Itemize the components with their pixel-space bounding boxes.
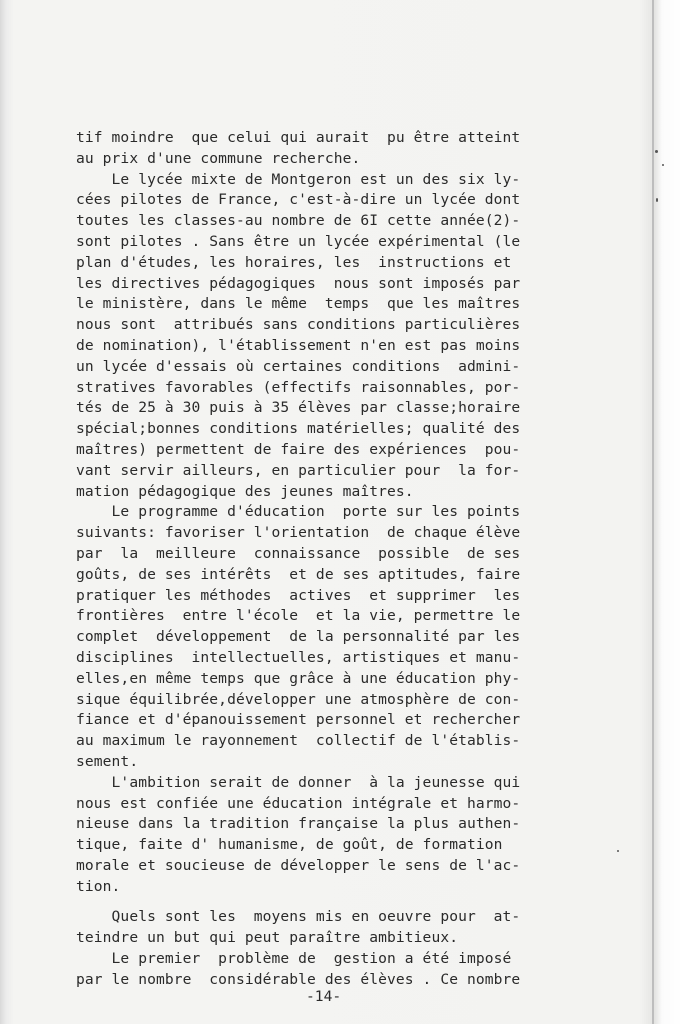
text-line: tif moindre que celui qui aurait pu être atteint: [76, 129, 521, 146]
text-line: maîtres) permettent de faire des expériences pou-: [76, 440, 521, 458]
text-line: tique, faite d' humanisme, de goût, de formation: [76, 836, 503, 854]
text-line: sont pilotes . Sans être un lycée expérimental (le: [76, 232, 521, 250]
text-line: cées pilotes de France, c'est-à-dire un lycée dont: [76, 191, 521, 209]
text-line: au prix d'une commune recherche.: [76, 149, 361, 167]
page-edge: [652, 0, 654, 1024]
text-line: morale et soucieuse de développer le sens de l'ac-: [76, 856, 521, 874]
ink-speck: [655, 150, 658, 153]
text-line: nous sont attribués sans conditions particulières: [76, 316, 521, 334]
text-line: elles,en même temps que grâce à une éducation phy-: [76, 669, 521, 687]
text-line: Le programme d'éducation porte sur les points: [76, 503, 521, 521]
text-line: toutes les classes-au nombre de 6I cette année(2)-: [76, 212, 521, 230]
text-line: mation pédagogique des jeunes maîtres.: [76, 482, 414, 500]
text-line: au maximum le rayonnement collectif de l'établis-: [76, 732, 521, 750]
text-line: Le lycée mixte de Montgeron est un des six ly-: [76, 170, 521, 188]
text-line: tion.: [76, 877, 121, 895]
text-line: nous est confiée une éducation intégrale et harmo-: [76, 794, 521, 812]
paragraph-gap: [76, 897, 596, 907]
body-text: [76, 128, 596, 991]
text-line: goûts, de ses intérêts et de ses aptitudes, faire: [76, 565, 521, 583]
ink-speck: [662, 164, 664, 166]
text-line: frontières entre l'école et la vie, permettre le: [76, 607, 521, 625]
text-line: Le premier problème de gestion a été imposé: [76, 950, 512, 968]
text-line: L'ambition serait de donner à la jeunesse qui: [76, 773, 521, 791]
text-line: complet développement de la personnalité par les: [76, 628, 521, 646]
text-line: par le nombre considérable des élèves . Ce nombre: [76, 970, 521, 988]
text-line: par la meilleure connaissance possible de ses: [76, 544, 521, 562]
text-line: fiance et d'épanouissement personnel et rechercher: [76, 711, 521, 729]
text-line: tés de 25 à 30 puis à 35 élèves par classe;horaire: [76, 399, 521, 417]
text-line: le ministère, dans le même temps que les maîtres: [76, 295, 521, 313]
ink-speck: [617, 850, 619, 852]
text-line: nieuse dans la tradition française la plus authen-: [76, 815, 521, 833]
text-line: teindre un but qui peut paraître ambitieux.: [76, 929, 459, 947]
text-line: les directives pédagogiques nous sont imposés par: [76, 274, 521, 292]
text-line: pratiquer les méthodes actives et supprimer les: [76, 586, 521, 604]
text-line: sement.: [76, 752, 139, 770]
text-line: spécial;bonnes conditions matérielles; qualité des: [76, 420, 521, 438]
text-line: vant servir ailleurs, en particulier pour la for-: [76, 461, 521, 479]
text-line: sique équilibrée,développer une atmosphère de con-: [76, 690, 521, 708]
text-line: plan d'études, les horaires, les instructions et: [76, 253, 512, 271]
ink-speck: [656, 198, 658, 202]
text-line: disciplines intellectuelles, artistiques et manu-: [76, 648, 521, 666]
text-line: Quels sont les moyens mis en oeuvre pour at-: [76, 908, 521, 926]
text-line: suivants: favoriser l'orientation de chaque élève: [76, 524, 521, 542]
text-line: de nomination), l'établissement n'en est pas moins: [76, 336, 521, 354]
page-number: -14-: [306, 988, 342, 1005]
text-line: un lycée d'essais où certaines conditions admini-: [76, 357, 521, 375]
text-line: stratives favorables (effectifs raisonnables, por-: [76, 378, 521, 396]
